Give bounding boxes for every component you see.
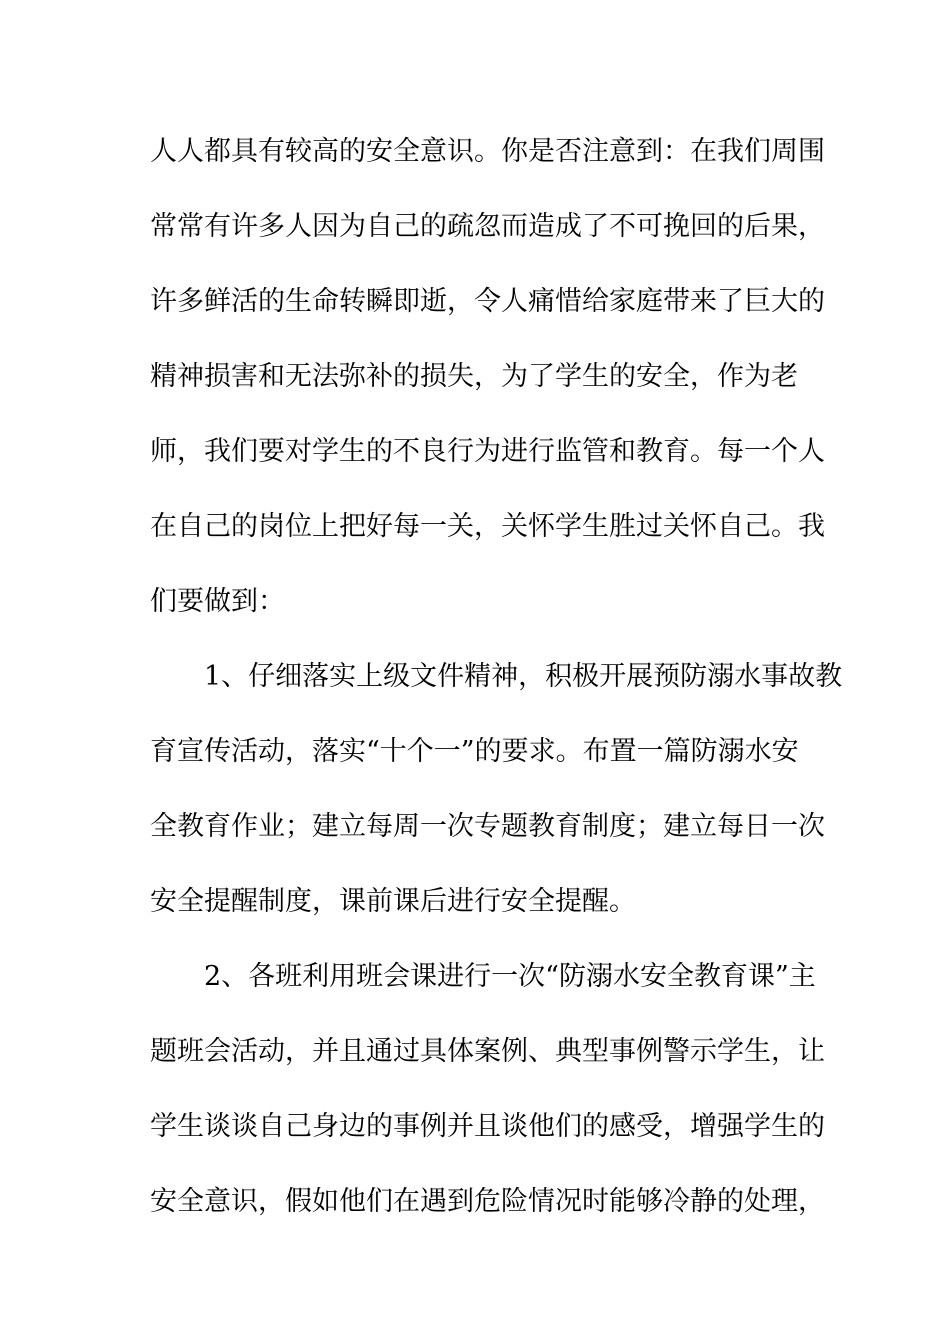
text-line: 精神损害和无法弥补的损失，为了学生的安全，作为老: [150, 361, 798, 392]
text-line: 们要做到：: [150, 586, 285, 617]
list-item-1-first-line: 1、仔细落实上级文件精神，积极开展预防溺水事故教: [204, 661, 843, 692]
text-line: 人人都具有较高的安全意识。你是否注意到：在我们周围: [150, 136, 825, 167]
text-line: 在自己的岗位上把好每一关，关怀学生胜过关怀自己。我: [150, 511, 825, 542]
text-line: 育宣传活动，落实“十个一”的要求。布置一篇防溺水安: [150, 736, 799, 767]
text-line: 学生谈谈自己身边的事例并且谈他们的感受，增强学生的: [150, 1111, 825, 1142]
text-line: 常常有许多人因为自己的疏忽而造成了不可挽回的后果，: [150, 211, 825, 242]
text-line: 全教育作业；建立每周一次专题教育制度；建立每日一次: [150, 811, 825, 842]
list-item-2-first-line: 2、各班利用班会课进行一次“防溺水安全教育课”主: [204, 961, 816, 992]
text-line: 安全提醒制度，课前课后进行安全提醒。: [150, 886, 636, 917]
text-line: 题班会活动，并且通过具体案例、典型事例警示学生，让: [150, 1036, 825, 1067]
text-line: 安全意识，假如他们在遇到危险情况时能够冷静的处理，: [150, 1186, 825, 1217]
text-line: 师，我们要对学生的不良行为进行监管和教育。每一个人: [150, 436, 825, 467]
text-line: 许多鲜活的生命转瞬即逝，令人痛惜给家庭带来了巨大的: [150, 286, 825, 317]
body-text: [150, 128, 843, 1253]
